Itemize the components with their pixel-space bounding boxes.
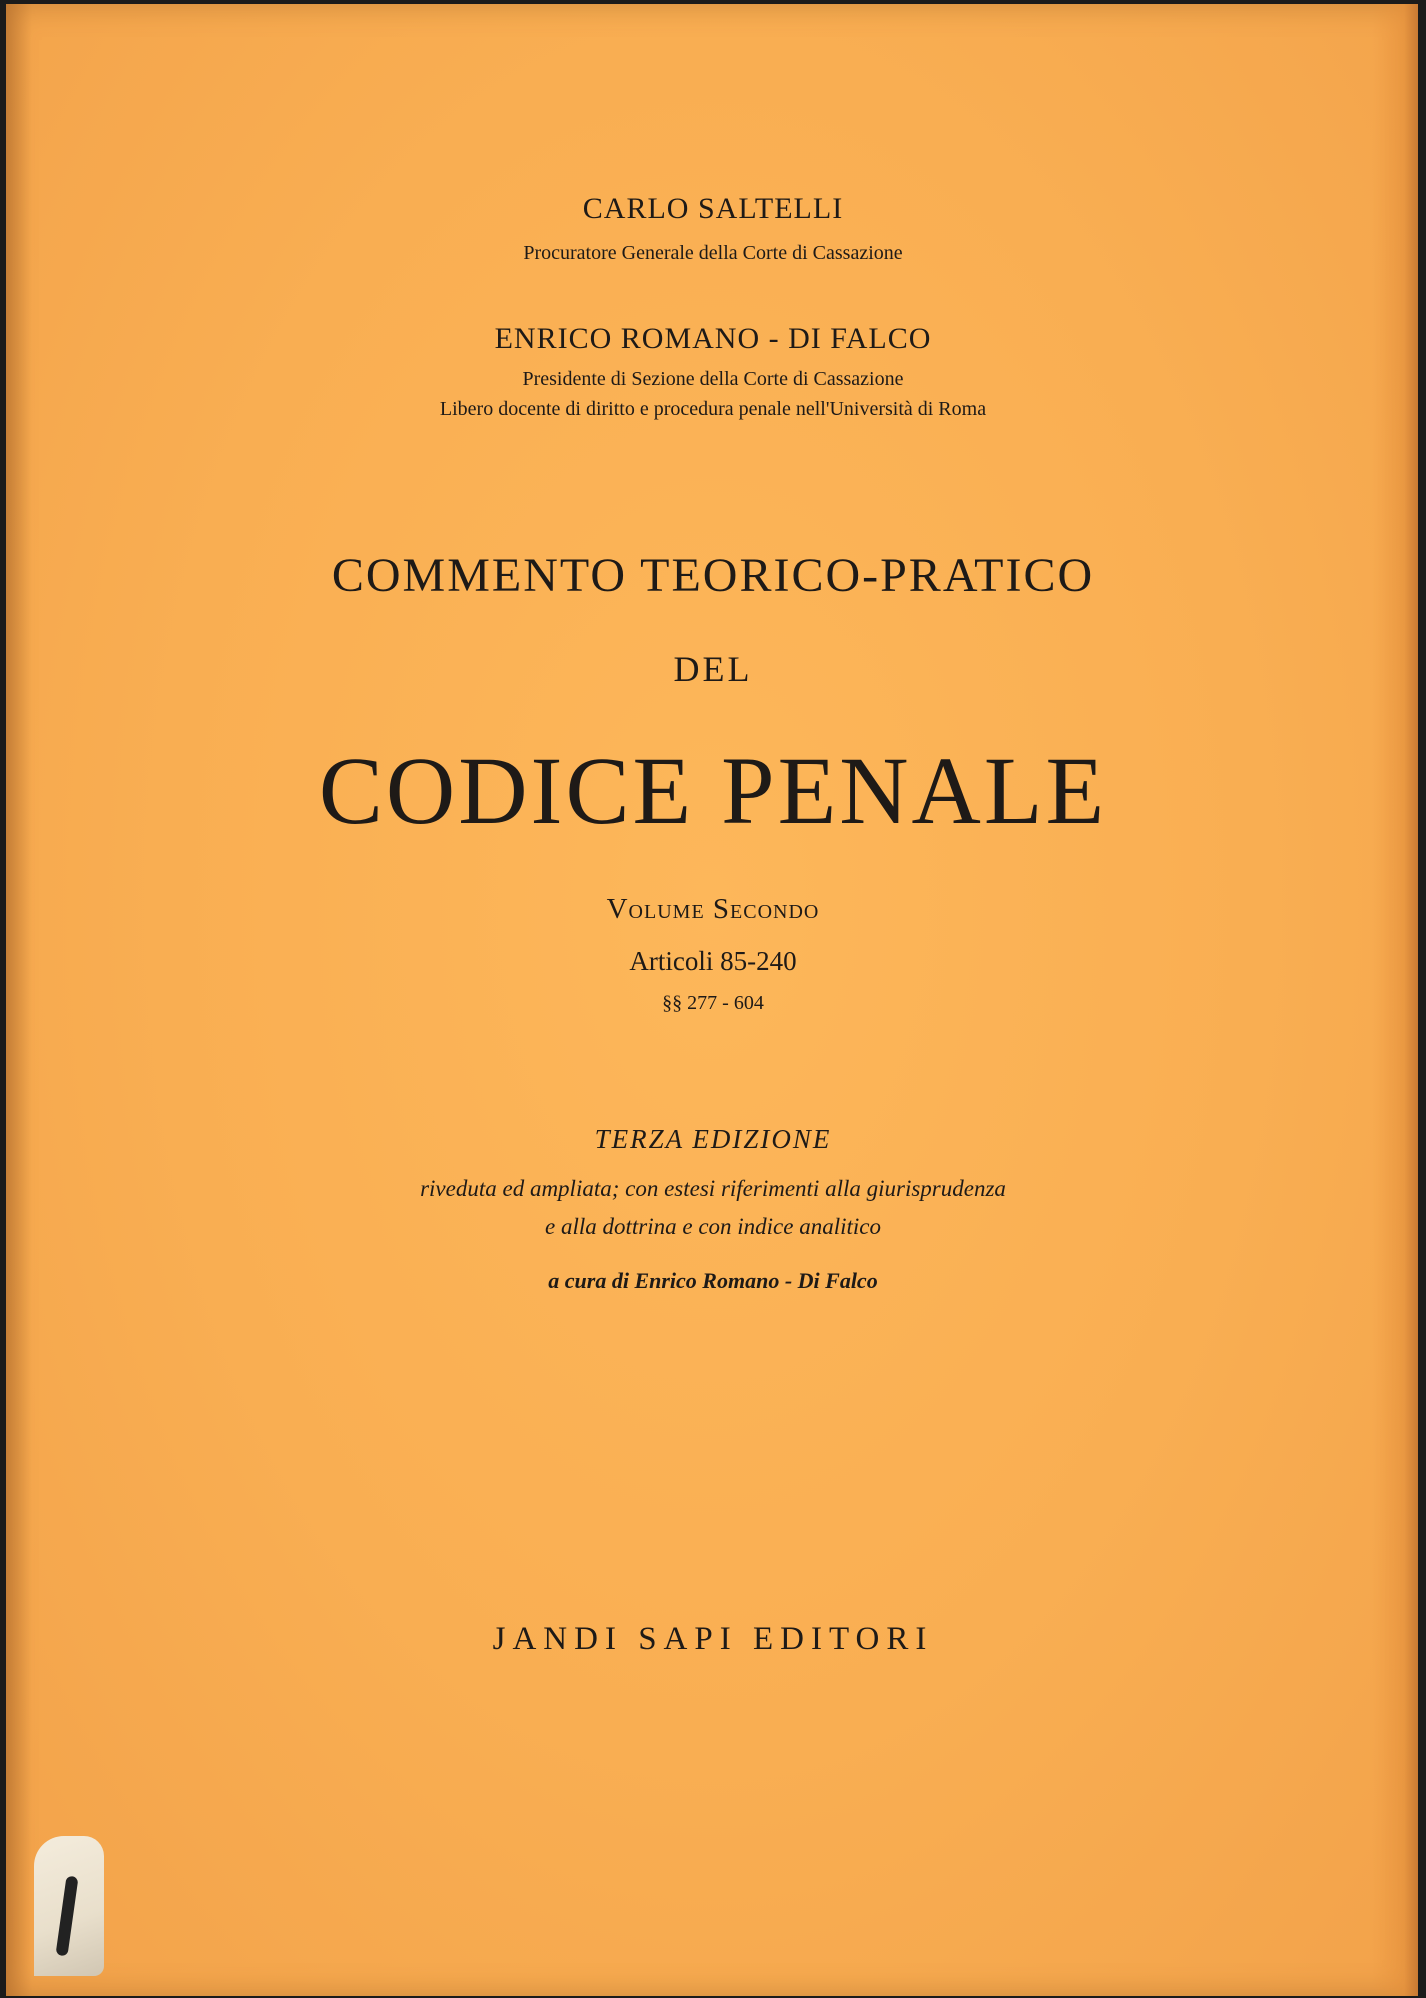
articles-range: Articoli 85-240 <box>629 946 797 976</box>
paragraphs-range: §§ 277 - 604 <box>662 992 764 1014</box>
author-2-role-2: Libero docente di diritto e procedura penale nell'Università di Roma <box>439 398 987 420</box>
title-line-2: DEL <box>673 649 753 689</box>
author-1-role: Procuratore Generale della Corte di Cassazione <box>523 242 903 264</box>
author-name-2: ENRICO ROMANO - DI FALCO <box>494 322 932 355</box>
title-line-3: CODICE PENALE <box>318 737 1108 844</box>
edition-description-1: riveduta ed ampliata; con estesi riferimenti alla giurisprudenza <box>420 1176 1006 1201</box>
volume-label: Volume Secondo <box>606 893 820 925</box>
edition-label: TERZA EDIZIONE <box>594 1124 832 1154</box>
title-line-1: COMMENTO TEORICO-PRATICO <box>331 549 1095 602</box>
publisher-name: JANDI SAPI EDITORI <box>492 1621 934 1657</box>
curator-line: a cura di Enrico Romano - Di Falco <box>548 1268 878 1293</box>
author-2-role-1: Presidente di Sezione della Corte di Cassazione <box>522 368 904 390</box>
edition-description-2: e alla dottrina e con indice analitico <box>545 1214 881 1239</box>
author-name-1: CARLO SALTELLI <box>582 192 844 225</box>
